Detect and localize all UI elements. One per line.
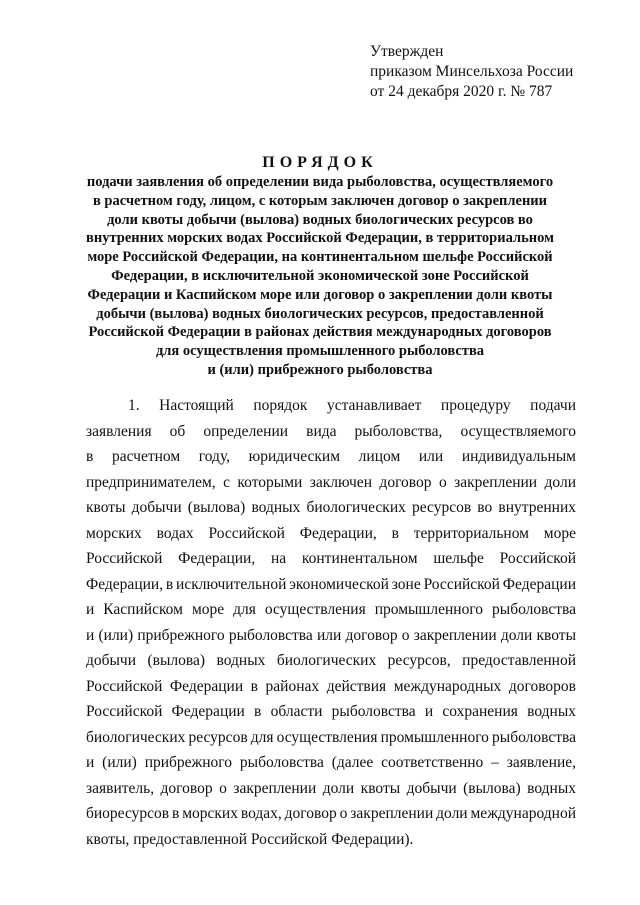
paragraph-line: биологических ресурсов для осуществления промышленного рыболовства (86, 728, 576, 746)
paragraph-line: предпринимателем, с которыми заключен договор о закреплении доли (86, 473, 576, 491)
paragraph-line: Федерации, в исключительной экономической зоне Российской Федерации (86, 575, 576, 593)
paragraph-line: Российской Федерации, на континентальном шельфе Российской (86, 550, 576, 567)
subtitle-line: Федерации и Каспийском море или договор о закреплении доли квоты (87, 286, 553, 303)
paragraph-line: Российской Федерации в районах действия международных договоров (86, 677, 576, 695)
subtitle-line: доли квоты добычи (вылова) водных биологических ресурсов во (107, 211, 533, 228)
subtitle-line: внутренних морских водах Российской Федерации, в территориальном (86, 230, 554, 247)
paragraph-1 (86, 393, 576, 852)
paragraph-line: биоресурсов в морских водах, договор о закреплении доли международной (86, 805, 576, 822)
approval-line: от 24 декабря 2020 г. № 787 (370, 83, 553, 100)
document-title: ПОРЯДОК (262, 154, 378, 171)
paragraph-line: добычи (вылова) водных биологических ресурсов, предоставленной (86, 652, 576, 669)
paragraph-line: Российской Федерации в области рыболовства и сохранения водных (86, 703, 576, 720)
document-subtitle (70, 173, 570, 380)
subtitle-line: для осуществления промышленного рыболовства (155, 343, 485, 360)
subtitle-line: подачи заявления об определении вида рыболовства, осуществляемого (86, 174, 554, 190)
paragraph-line: 1. Настоящий порядок устанавливает процедуру подачи (128, 397, 576, 414)
paragraph-line: заявления об определении вида рыболовства, осуществляемого (86, 422, 576, 440)
paragraph-line: и Каспийском море для осуществления промышленного рыболовства (86, 601, 576, 618)
subtitle-line: и (или) прибрежного рыболовства (207, 361, 433, 378)
approval-stamp (370, 42, 573, 102)
paragraph-line: в расчетном году, юридическим лицом или индивидуальным (86, 448, 576, 465)
paragraph-line: квоты добычи (вылова) водных биологических ресурсов во внутренних (86, 499, 576, 516)
approval-line: Утвержден (370, 43, 444, 60)
paragraph-line: и (или) прибрежного рыболовства (далее соответственно – заявление, (86, 754, 576, 771)
paragraph-line: и (или) прибрежного рыболовства или договор о закреплении доли квоты (86, 626, 576, 644)
subtitle-line: добычи (вылова) водных биологических ресурсов, предоставленной (96, 305, 544, 322)
paragraph-line: квоты, предоставленной Российской Федерации). (86, 830, 414, 848)
approval-line: приказом Минсельхоза России (370, 63, 574, 80)
paragraph-line: морских водах Российской Федерации, в территориальном море (86, 524, 576, 542)
subtitle-line: Федерации, в исключительной экономической зоне Российской (111, 267, 529, 284)
paragraph-line: заявитель, договор о закреплении доли квоты добычи (вылова) водных (86, 779, 576, 797)
subtitle-line: в расчетном году, лицом, с которым заключен договор о закреплении (92, 192, 548, 209)
subtitle-line: Российской Федерации в районах действия международных договоров (88, 324, 552, 341)
subtitle-line: море Российской Федерации, на континентальном шельфе Российской (87, 249, 553, 266)
